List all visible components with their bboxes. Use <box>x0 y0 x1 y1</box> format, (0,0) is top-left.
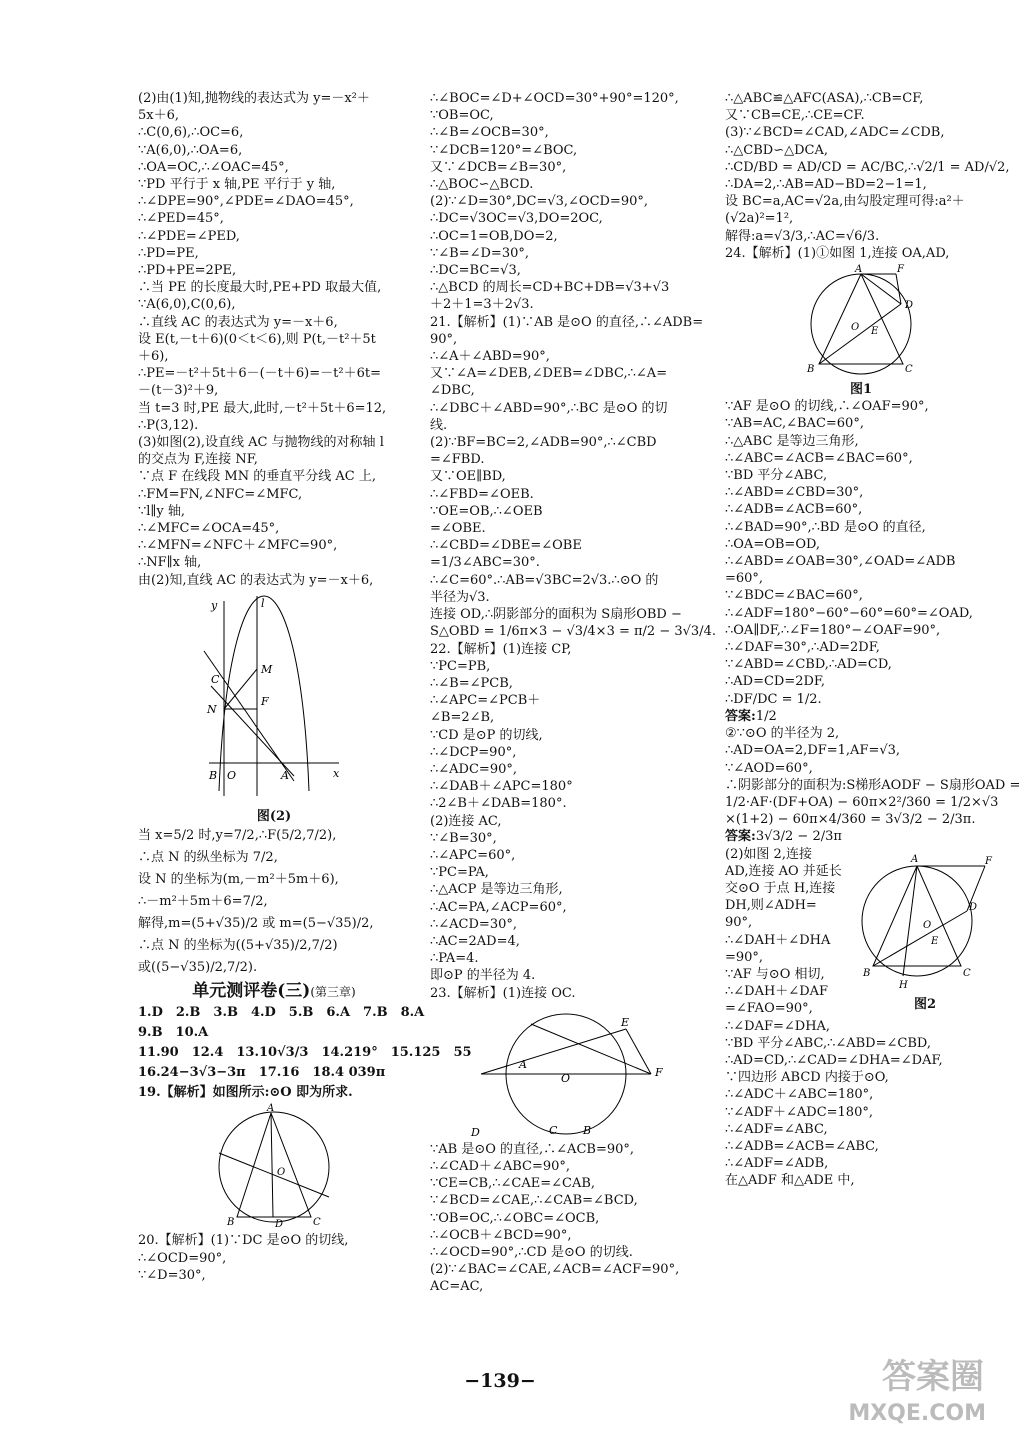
text-line: (3)如图(2),设直线 AC 与抛物线的对称轴 l <box>138 435 384 451</box>
svg-text:A: A <box>519 1057 527 1071</box>
text-line: 又∵∠DCB=∠B=30°, <box>430 159 567 175</box>
text-line: ∴∠ACD=30°, <box>430 916 517 932</box>
text-line: ∵BD 平分∠ABC, <box>725 468 828 484</box>
text-line: (√2a)²=1², <box>725 211 794 227</box>
text-line: ∴∠B=∠PCB, <box>430 675 513 691</box>
text-line: ∴∠B=∠OCB=30°, <box>430 125 549 141</box>
svg-text:N: N <box>207 702 217 716</box>
text-line: ∴△ACP 是等边三角形, <box>430 882 563 898</box>
text-line: 设 N 的坐标为(m,－m²＋5m＋6), <box>138 872 339 888</box>
text-line: ∴∠DAB＋∠APC=180° <box>430 779 573 795</box>
text-line: ∴PD=PE, <box>138 245 199 261</box>
solution-24-part1 <box>725 398 997 708</box>
text-line: ∴CD/BD = AD/CD = AC/BC,∴√2/1 = AD/√2, <box>725 159 1010 175</box>
text-line: AC=AC, <box>430 1279 484 1295</box>
text-line: ∴2∠B＋∠DAB=180°. <box>430 796 567 812</box>
svg-text:B: B <box>209 768 218 782</box>
text-line: 线. <box>430 417 448 433</box>
text-line: ∠DBC, <box>430 383 475 399</box>
text-line: ∴∠ADB=∠ACB=60°, <box>725 502 863 518</box>
text-line: ∴∠OCD=90°,∴CD 是⊙O 的切线. <box>430 1244 633 1260</box>
solution-20 <box>138 1232 410 1284</box>
solution-24-part4 <box>725 1035 997 1190</box>
text-line: 解得,m=(5+√35)/2 或 m=(5−√35)/2, <box>138 916 374 932</box>
svg-text:B: B <box>863 967 871 979</box>
text-line: 9.B 10.A <box>138 1025 209 1041</box>
text-line: ∴AC=PA,∠ACP=60°, <box>430 899 567 915</box>
text-line: ∵A(6,0),∴OA=6, <box>138 142 243 158</box>
text-line: ∴∠C=60°.∴AB=√3BC=2√3.∴⊙O 的 <box>430 572 659 588</box>
text-line: ∴∠DPE=90°,∠PDE=∠DAO=45°, <box>138 194 354 210</box>
figure-1-caption: 图1 <box>849 382 873 398</box>
text-line: (2)连接 AC, <box>430 813 502 829</box>
parabola-figure <box>199 591 349 806</box>
text-line: ∵OB=OC, <box>430 108 494 124</box>
text-line: ∴∠APC=60°, <box>430 847 516 863</box>
part2-block <box>725 846 997 1035</box>
svg-text:F: F <box>897 264 904 276</box>
svg-text:C: C <box>905 364 913 376</box>
text-line: (2)∵∠BAC=∠CAE,∠ACB=∠ACF=90°, <box>430 1262 680 1278</box>
svg-text:O: O <box>561 1071 571 1085</box>
text-line: ∵PD 平行于 x 轴,PE 平行于 y 轴, <box>138 177 336 193</box>
svg-text:E: E <box>621 1015 630 1029</box>
solution-20-21-22 <box>430 90 716 1002</box>
text-line: 又∵OE∥BD, <box>430 469 506 485</box>
svg-text:O: O <box>227 768 237 782</box>
text-line: ∵PC=PB, <box>430 658 491 674</box>
svg-text:M: M <box>261 662 273 676</box>
column-right <box>725 90 1020 1190</box>
text-line: ∴FM=FN,∠NFC=∠MFC, <box>138 486 303 502</box>
text-line: ∴∠DAH＋∠DHA <box>725 932 831 948</box>
svg-text:C: C <box>211 672 220 686</box>
figure-2-caption: 图2 <box>913 996 937 1012</box>
text-line: ∴∠BAD=90°,∴BD 是⊙O 的直径, <box>725 519 926 535</box>
figure-2 <box>855 846 995 991</box>
svg-text:l: l <box>261 596 265 610</box>
text-line: ∵CE=CB,∴∠CAE=∠CAB, <box>430 1176 596 1192</box>
text-line: －(t－3)²＋9, <box>138 383 219 399</box>
text-line: (3)∵∠BCD=∠CAD,∠ADC=∠CDB, <box>725 125 945 141</box>
text-line: ∵PC=PA, <box>430 865 489 881</box>
text-line: ∴△CBD∽△DCA, <box>725 142 828 158</box>
text-line: 24.【解析】(1)①如图 1,连接 OA,AD, <box>725 245 950 261</box>
text-line: ∴△BOC∽△BCD. <box>430 177 534 193</box>
svg-text:B: B <box>583 1123 592 1137</box>
text-line: ∴∠ADC＋∠ABC=180°, <box>725 1087 874 1103</box>
solution-23 <box>430 1141 702 1296</box>
text-line: 20.【解析】(1)∵DC 是⊙O 的切线, <box>138 1233 349 1249</box>
svg-text:F: F <box>261 694 269 708</box>
svg-text:F: F <box>985 855 992 867</box>
text-line: ∴直线 AC 的表达式为 y=－x＋6, <box>138 314 338 330</box>
text-line: ∵点 F 在线段 MN 的垂直平分线 AC 上, <box>138 469 376 485</box>
text-line: ∴点 N 的坐标为((5+√35)/2,7/2) <box>138 938 338 954</box>
svg-text:C: C <box>549 1123 558 1137</box>
column-middle <box>430 90 716 1296</box>
text-line: 11.90 12.4 13.10√3/3 14.219° 15.125 55 <box>138 1045 472 1061</box>
text-line: 又∵CB=CE,∴CE=CF. <box>725 108 865 124</box>
text-line: ∴NF∥x 轴, <box>138 555 202 571</box>
text-line: ∵l∥y 轴, <box>138 503 186 519</box>
svg-text:H: H <box>899 979 908 991</box>
solution-24-part3 <box>725 846 855 1035</box>
text-line: =60°, <box>725 571 764 587</box>
text-line: ∴AD=CD=2DF, <box>725 674 826 690</box>
text-line: ∵四边形 ABCD 内接于⊙O, <box>725 1070 889 1086</box>
text-line: ∴PE=－t²＋5t＋6－(－t＋6)=－t²＋6t= <box>138 366 381 382</box>
text-line: 又∵∠A=∠DEB,∠DEB=∠DBC,∴∠A= <box>430 366 668 382</box>
page-number: −139− <box>464 1370 536 1392</box>
svg-text:A: A <box>267 1103 275 1115</box>
text-line: 设 E(t,－t＋6)(0＜t＜6),则 P(t,－t²＋5t <box>138 331 376 347</box>
text-line: ∴△ABC 是等边三角形, <box>725 433 859 449</box>
text-line: ∴OA=OC,∴∠OAC=45°, <box>138 159 289 175</box>
text-line: ∴DC=BC=√3, <box>430 263 521 279</box>
text-line: 设 BC=a,AC=√2a,由勾股定理可得:a²＋ <box>725 194 965 210</box>
solution-part3 <box>138 825 410 979</box>
text-line: ∴当 PE 的长度最大时,PE+PD 取最大值, <box>138 280 382 296</box>
text-line: ∴△BCD 的周长=CD+BC+DB=√3+√3 <box>430 280 670 296</box>
text-line: ∵∠ADF＋∠ADC=180°, <box>725 1104 873 1120</box>
text-line: =∠FBD. <box>430 452 485 468</box>
tangent-figure <box>461 1004 671 1139</box>
text-line: 23.【解析】(1)连接 OC. <box>430 985 576 1001</box>
text-line: ∵∠D=30°, <box>138 1267 206 1283</box>
text-line: ∴∠DAF=30°,∴AD=2DF, <box>725 640 880 656</box>
text-line: ∴AD=OA=2,DF=1,AF=√3, <box>725 743 901 759</box>
text-line: =∠OBE. <box>430 521 486 537</box>
text-line: 由(2)知,直线 AC 的表达式为 y=－x＋6, <box>138 572 374 588</box>
text-line: ∴PA=4. <box>430 951 479 967</box>
svg-text:D: D <box>905 300 914 312</box>
svg-text:F: F <box>655 1065 663 1079</box>
text-line: 半径为√3. <box>430 589 490 605</box>
svg-text:A: A <box>911 853 919 865</box>
text-line: ∴∠ABD=∠OAB=30°,∠OAD=∠ADB <box>725 554 956 570</box>
svg-text:C: C <box>313 1217 321 1229</box>
text-line: 的交点为 F,连接 NF, <box>138 452 258 468</box>
text-line: ∴OC=1=OB,DO=2, <box>430 228 558 244</box>
text-line: ∴∠OCD=90°, <box>138 1250 227 1266</box>
text-line: ∴DF/DC = 1/2. <box>725 691 822 707</box>
watermark-url: MXQE.COM <box>848 1401 986 1426</box>
text-line: 即⊙P 的半径为 4. <box>430 968 536 984</box>
text-line: ∴∠ADB=∠ACB=∠ABC, <box>725 1138 879 1154</box>
text-line: ∴∠PDE=∠PED, <box>138 228 240 244</box>
text-line: ∵A(6,0),C(0,6), <box>138 297 236 313</box>
text-line: ∵AF 是⊙O 的切线,∴∠OAF=90°, <box>725 399 929 415</box>
text-line: 当 t=3 时,PE 最大,此时,－t²＋5t＋6=12, <box>138 400 387 416</box>
svg-text:A: A <box>281 768 289 782</box>
text-line: ∵BD 平分∠ABC,∴∠ABD=∠CBD, <box>725 1035 931 1051</box>
text-line: 1/2·AF·(DF+OA) − 60π×2²/360 = 1/2×√3 <box>725 794 999 810</box>
text-line: ∴－m²＋5m＋6=7/2, <box>138 894 268 910</box>
text-line: ∵∠B=∠D=30°, <box>430 245 529 261</box>
text-line: ∴DC=√3OC=√3,DO=2OC, <box>430 211 603 227</box>
svg-text:O: O <box>277 1167 286 1179</box>
text-line: 5x＋6, <box>138 108 180 124</box>
text-line: 16.24−3√3−3π 17.16 18.4 039π <box>138 1065 386 1081</box>
text-line: ∵OB=OC,∴∠OBC=∠OCB, <box>430 1210 600 1226</box>
section-title: 单元测评卷(三)(第三章) <box>192 981 356 1002</box>
text-line: ∴P(3,12). <box>138 417 199 433</box>
text-line: =∠FAO=90°, <box>725 1001 813 1017</box>
text-line: ∵∠ABD=∠CBD,∴AD=CD, <box>725 657 892 673</box>
text-line: ∴C(0,6),∴OC=6, <box>138 125 244 141</box>
text-line: ∵OE=OB,∴∠OEB <box>430 503 543 519</box>
solution-24-part2 <box>725 725 1020 828</box>
svg-text:O: O <box>851 322 860 334</box>
text-line: 21.【解析】(1)∵AB 是⊙O 的直径,∴∠ADB= <box>430 314 704 330</box>
text-line: ∴阴影部分的面积为:S梯形AODF − S扇形OAD = <box>725 777 1020 793</box>
text-line: ∴∠FBD=∠OEB. <box>430 486 534 502</box>
text-line: 连接 OD,∴阴影部分的面积为 S扇形OBD − <box>430 607 682 623</box>
text-line: 交⊙O 于点 H,连接 <box>725 880 836 896</box>
text-line: ∴点 N 的纵坐标为 7/2, <box>138 850 278 866</box>
text-line: ∵∠BCD=∠CAE,∴∠CAB=∠BCD, <box>430 1193 638 1209</box>
text-line: ∴∠A＋∠ABD=90°, <box>430 349 550 365</box>
text-line: ∴∠ADF=∠ABC, <box>725 1121 828 1137</box>
svg-text:B: B <box>227 1217 235 1229</box>
text-line: ∵CD 是⊙P 的切线, <box>430 727 543 743</box>
text-line: 1.D 2.B 3.B 4.D 5.B 6.A 7.B 8.A <box>138 1005 425 1021</box>
svg-text:C: C <box>963 967 971 979</box>
figure-1 <box>791 264 931 379</box>
answer-1: 答案:1/2 <box>725 708 777 724</box>
svg-text:y: y <box>211 598 218 612</box>
svg-text:B: B <box>807 364 815 376</box>
watermark-logo: 答案圈 <box>882 1357 984 1397</box>
text-line: ∴∠APC=∠PCB＋ <box>430 693 541 709</box>
text-line: (2)∵∠D=30°,DC=√3,∠OCD=90°, <box>430 194 649 210</box>
text-line: ∴∠ADF=180°−60°−60°=60°=∠OAD, <box>725 605 973 621</box>
text-line: ∴∠DAH＋∠DAF <box>725 984 829 1000</box>
text-line: ∵AB 是⊙O 的直径,∴∠ACB=90°, <box>430 1141 635 1157</box>
text-line: ∴△ABC≌△AFC(ASA),∴CB=CF, <box>725 91 924 106</box>
text-line: ②∵⊙O 的半径为 2, <box>725 726 840 742</box>
text-line: 22.【解析】(1)连接 CP, <box>430 641 572 657</box>
answer-list <box>138 1003 472 1103</box>
text-line: 当 x=5/2 时,y=7/2,∴F(5/2,7/2), <box>138 828 337 844</box>
text-line: =1/3∠ABC=30°. <box>430 555 540 571</box>
text-line: ∵∠B=30°, <box>430 830 497 846</box>
text-line: ∠B=2∠B, <box>430 710 495 726</box>
text-line: 或((5−√35)/2,7/2). <box>138 960 258 976</box>
svg-text:O: O <box>923 919 932 931</box>
text-line: ∵∠DCB=120°=∠BOC, <box>430 142 578 158</box>
text-line: 90°, <box>725 915 753 931</box>
text-line: ∴PD+PE=2PE, <box>138 263 237 279</box>
svg-text:E: E <box>931 935 939 947</box>
text-line: 解得:a=√3/3,∴AC=√6/3. <box>725 228 880 244</box>
text-line: ∴OA∥DF,∴∠F=180°−∠OAF=90°, <box>725 622 941 638</box>
svg-text:x: x <box>333 766 340 780</box>
text-line: ∴∠DAF=∠DHA, <box>725 1018 831 1034</box>
text-line: ∴∠MFC=∠OCA=45°, <box>138 521 280 537</box>
text-line: ∴∠CAD＋∠ABC=90°, <box>430 1158 571 1174</box>
svg-text:A: A <box>855 264 863 276</box>
text-line: ∴AD=CD,∴∠CAD=∠DHA=∠DAF, <box>725 1052 943 1068</box>
text-line: =90°, <box>725 949 764 965</box>
text-line: ∴AC=2AD=4, <box>430 933 520 949</box>
svg-text:D: D <box>471 1125 480 1139</box>
text-line: 在△ADF 和△ADE 中, <box>725 1173 855 1189</box>
text-line: AD,连接 AO 并延长 <box>725 863 842 879</box>
text-line: ∴∠OCB＋∠BCD=90°, <box>430 1227 572 1243</box>
text-line: ∴∠BOC=∠D+∠OCD=30°+90°=120°, <box>430 91 679 106</box>
text-line: ∴∠ADC=90°, <box>430 761 517 777</box>
text-line: ∵∠AOD=60°, <box>725 760 813 776</box>
text-line: ∴∠DBC＋∠ABD=90°,∴BC 是⊙O 的切 <box>430 400 668 416</box>
text-line: (2)由(1)知,抛物线的表达式为 y=－x²＋ <box>138 91 370 106</box>
circle-construction-figure <box>209 1105 339 1230</box>
text-line: ∴∠CBD=∠DBE=∠OBE <box>430 538 582 554</box>
text-line: ＋2＋1=3＋2√3. <box>430 297 534 313</box>
svg-text:E: E <box>871 326 879 338</box>
answer-2: 答案:3√3/2 − 2/3π <box>725 829 842 845</box>
text-line: ×(1+2) − 60π×4/360 = 3√3/2 − 2/3π. <box>725 812 976 828</box>
svg-text:D: D <box>275 1219 284 1231</box>
text-line: ∵AB=AC,∠BAC=60°, <box>725 416 864 432</box>
figure-2-wrap <box>855 846 995 1035</box>
text-line: ∵AF 与⊙O 相切, <box>725 966 825 982</box>
text-line: ∴OA=OB=OD, <box>725 536 821 552</box>
text-line: ∴∠ABD=∠CBD=30°, <box>725 485 864 501</box>
text-line: (2)如图 2,连接 <box>725 846 812 862</box>
text-line: 19.【解析】如图所示:⊙O 即为所求. <box>138 1085 353 1101</box>
text-line: ∴∠PED=45°, <box>138 211 224 227</box>
text-line: ∴∠ABC=∠ACB=∠BAC=60°, <box>725 450 913 466</box>
figure-caption: 图(2) <box>256 808 292 824</box>
text-line: ∴∠MFN=∠NFC＋∠MFC=90°, <box>138 538 338 554</box>
solution-23-cont <box>725 90 1010 262</box>
text-line: ∴DA=2,∴AB=AD−BD=2−1=1, <box>725 177 927 193</box>
text-line: S△OBD = 1/6π×3 − √3/4×3 = π/2 − 3√3/4. <box>430 624 716 640</box>
solution-part2 <box>138 90 410 589</box>
text-line: ∵∠BDC=∠BAC=60°, <box>725 588 863 604</box>
text-line: ∴∠DCP=90°, <box>430 744 517 760</box>
text-line: (2)∵BF=BC=2,∠ADB=90°,∴∠CBD <box>430 435 657 451</box>
text-line: ∴∠ADF=∠ADB, <box>725 1156 829 1172</box>
svg-text:D: D <box>969 901 978 913</box>
text-line: ＋6), <box>138 349 169 365</box>
text-line: DH,则∠ADH= <box>725 898 817 914</box>
text-line: 90°, <box>430 331 458 347</box>
